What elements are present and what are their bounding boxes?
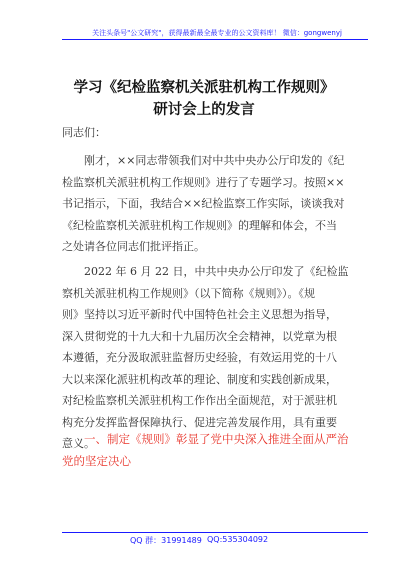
header-divider: [62, 39, 368, 40]
footer-divider: [62, 532, 368, 533]
paragraph-2: [62, 261, 352, 455]
paragraph-line: 大以来深化派驻机构改革的理论、制度和实践创新成果，: [62, 372, 337, 386]
paragraph-line: 刚才，××同志带领我们对中共中央办公厅印发的《纪: [84, 154, 345, 167]
paragraph-line: 对纪检监察机关派驻机构工作作出全面规范，对于派驻机: [62, 394, 337, 407]
salutation-text: 同志们：: [62, 126, 106, 139]
document-title-line1: 学习《纪检监察机关派驻机构工作规则》: [73, 80, 335, 96]
heading-line: 一、制定《规则》彰显了党中央深入推进全面从严治: [84, 432, 349, 446]
paragraph-line: 书记指示，下面，我结合××纪检监察工作实际，谈谈我对: [62, 197, 345, 210]
salutation: [62, 122, 352, 144]
paragraph-line: 构充分发挥监督保障执行、促进完善发展作用，具有重要: [62, 415, 337, 429]
paragraph-1: [62, 150, 352, 258]
header-banner: 关注头条号"公文研究"，获得最新最全最专业的公文资料库！ 微信：gongwenyj: [92, 29, 342, 37]
heading-line: 党的坚定决心: [62, 454, 131, 468]
paragraph-line: 《纪检监察机关派驻机构工作规则》的理解和体会，不当: [62, 218, 337, 232]
paragraph-line: 深入贯彻党的十九大和十九届历次全会精神，以党章为根: [62, 329, 337, 343]
paragraph-line: 本遵循，充分汲取派驻监督历史经验，有效运用党的十八: [62, 351, 337, 364]
paragraph-line: 检监察机关派驻机构工作规则》进行了专题学习。按照××: [62, 175, 345, 189]
paragraph-line: 意义。: [62, 437, 95, 450]
section-heading-1: [62, 428, 362, 472]
document-title-line2: 研讨会上的发言: [153, 102, 255, 118]
footer-qq-group: QQ 群：31991489: [130, 536, 202, 545]
paragraph-line: 2022 年 6 月 22 日，中共中央办公厅印发了《纪检监: [84, 265, 349, 278]
footer-qq-contact: QQ:535304092: [207, 535, 269, 544]
paragraph-line: 则》坚持以习近平新时代中国特色社会主义思想为指导，: [62, 308, 337, 321]
paragraph-line: 察机关派驻机构工作规则》（以下简称《规则》）。《规: [62, 286, 315, 300]
paragraph-line: 之处请各位同志们批评指正。: [62, 240, 205, 253]
